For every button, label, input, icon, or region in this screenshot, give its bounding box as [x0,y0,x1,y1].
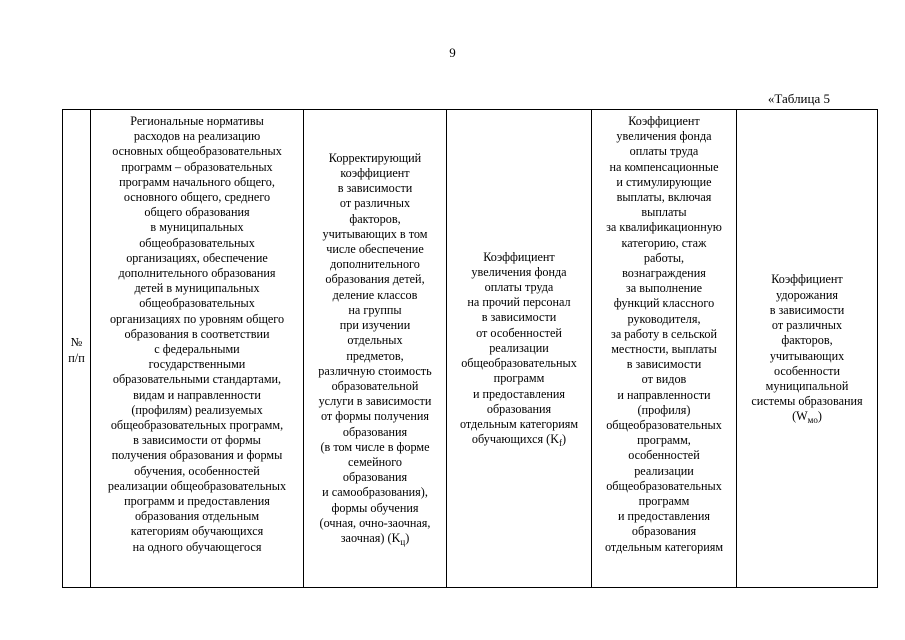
coefficients-table [62,109,878,588]
table-header-row [63,110,878,588]
column-number-header: № п/п [63,110,91,588]
column-cost-increase-coefficient-header: Коэффициент удорожания в зависимости от различных факторов, учитывающих особенности муниципальной системы образования $(W_{мо})$ [737,110,878,588]
column-other-staff-coefficient-header: Коэффициент увеличения фонда оплаты труда на прочий персонал в зависимости от особенностей реализации общеобразовательных программ и предоставления образования отдельным категориям обучающихся $(K_f)$ [447,110,592,588]
column-incentive-payments-coefficient-header: Коэффициент увеличения фонда оплаты труда на компенсационные и стимулирующие выплаты, включая выплаты за квалификационную категорию, стаж работы, вознаграждения за выполнение функций классного руководителя, за работу в сельской местности, выплаты в зависимости от видов и направленности (профиля) общеобразовательных программ, особенностей реализации общеобразовательных программ и предоставления образования отдельным категориям [592,110,737,588]
page-number: 9 [449,45,456,60]
column-regional-norms-header: Региональные нормативы расходов на реализацию основных общеобразовательных программ – образовательных программ начального общего, основного общего, среднего общего образования в муниципальных общеобразовательных организациях, обеспечение дополнительного образования детей в муниципальных общеобразовательных организациях по уровням общего образования в соответствии с федеральными государственными образовательными стандартами, видам и направленности (профилям) реализуемых общеобразовательных программ, в зависимости от формы получения образования и формы обучения, особенностей реализации общеобразовательных программ и предоставления образования отдельным категориям обучающихся на одного обучающегося [91,110,304,588]
column-correction-coefficient-header: Корректирующий коэффициент в зависимости от различных факторов, учитывающих в том числе обеспечение дополнительного образования детей, деление классов на группы при изучении отдельных предметов, различную стоимость образовательной услуги в зависимости от формы получения образования (в том числе в форме семейного образования и самообразования), формы обучения (очная, очно-заочная, заочная) $(K_ц)$ [304,110,447,588]
table-caption: «Таблица 5 [767,91,830,106]
